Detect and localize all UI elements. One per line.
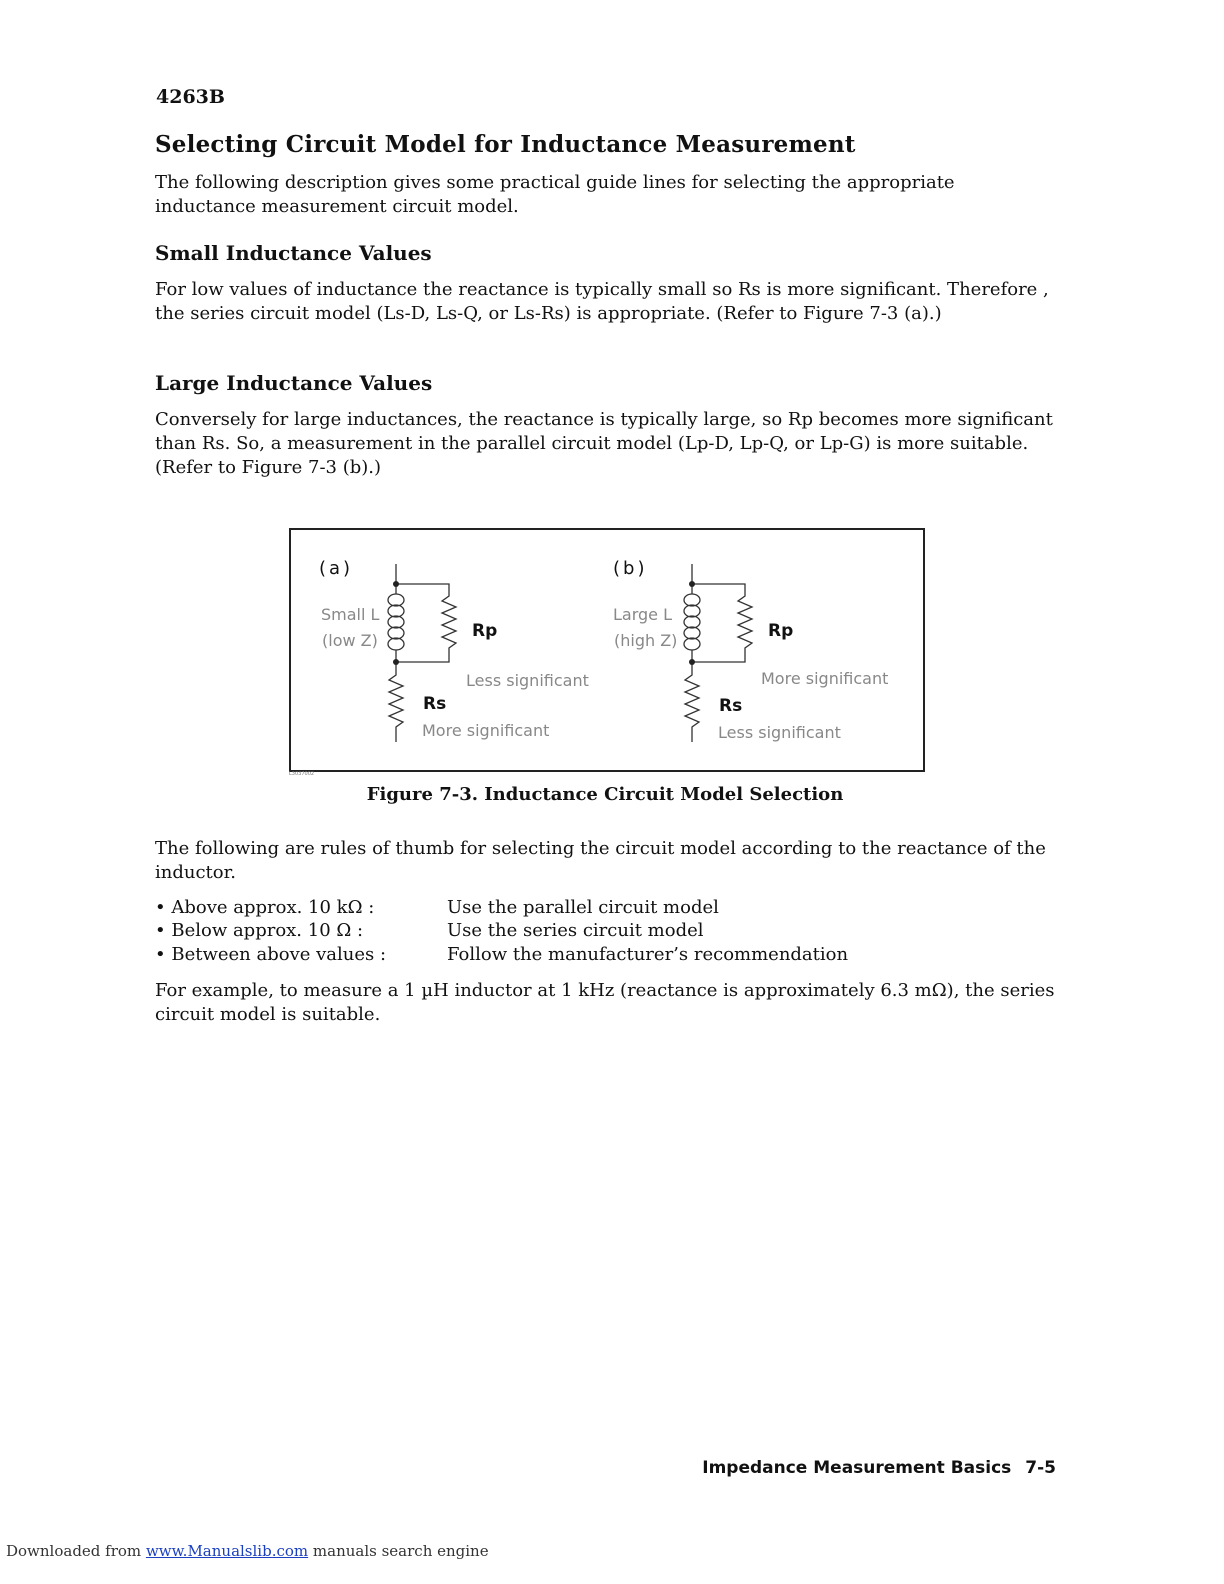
large-inductance-paragraph: [155, 408, 1055, 480]
b-rs-note: Less significant: [718, 723, 841, 742]
download-note: [6, 1542, 489, 1560]
intro-paragraph: [155, 171, 1055, 219]
a-rs-note: More significant: [422, 721, 550, 740]
page-footer: [702, 1458, 1056, 1478]
section-title: Selecting Circuit Model for Inductance Measurement: [155, 131, 856, 158]
rule-action: Use the parallel circuit model: [447, 897, 719, 918]
b-inductor-loop: [684, 627, 700, 639]
small-inductance-text: For low values of inductance the reactance is typically small so Rs is more significant. Therefore , the series circuit model (Ls-D, Ls-Q, or Ls-Rs) is appropriate. (Refer to Figure 7-3 (a).): [155, 279, 1049, 324]
a-rs-label: Rs: [423, 694, 447, 714]
manualslib-link[interactable]: www.Manualslib.com: [145, 1542, 309, 1560]
a-node-bottom: [393, 659, 399, 665]
b-inductor-loop: [684, 605, 700, 617]
b-rs-label: Rs: [719, 696, 743, 716]
b-node-top: [689, 581, 695, 587]
download-suffix: manuals search engine: [312, 1542, 489, 1560]
b-rs-resistor-symbol: [685, 662, 699, 742]
b-node-bottom: [689, 659, 695, 665]
a-rp-label: Rp: [472, 621, 498, 641]
b-rp-label: Rp: [768, 621, 794, 641]
rule-action: Follow the manufacturer’s recommendation: [447, 944, 849, 965]
a-inductor-loop: [388, 605, 404, 617]
figure-id-label: L3037002: [289, 771, 315, 777]
a-inductor-label-1: Small L: [321, 605, 380, 624]
small-inductance-heading: Small Inductance Values: [155, 241, 432, 265]
b-inductor-label-1: Large L: [613, 605, 673, 624]
a-inductor-loop: [388, 616, 404, 628]
figure-caption: Figure 7-3. Inductance Circuit Model Selection: [366, 784, 844, 805]
download-prefix: Downloaded from: [6, 1542, 142, 1560]
a-rp-note: Less significant: [466, 671, 589, 690]
a-label: (a): [319, 558, 354, 579]
b-inductor-loop: [684, 638, 700, 650]
rule-action: Use the series circuit model: [447, 920, 704, 941]
small-inductance-paragraph: [155, 278, 1055, 326]
figure-7-3: [289, 528, 925, 772]
example-paragraph: [155, 979, 1055, 1027]
a-inductor-loop: [388, 594, 404, 606]
example-text: For example, to measure a 1 µH inductor at 1 kHz (reactance is approximately 6.3 mΩ), the series circuit model is suitable.: [155, 980, 1055, 1025]
intro-text: The following description gives some practical guide lines for selecting the appropriate inductance measurement circuit model.: [155, 172, 955, 217]
a-inductor-loop: [388, 638, 404, 650]
circuit-diagram: [291, 530, 923, 770]
b-inductor-label-2: (high Z): [614, 631, 678, 650]
a-node-top: [393, 581, 399, 587]
b-inductor-loop: [684, 616, 700, 628]
document-model: 4263B: [156, 86, 225, 108]
b-rp-resistor-symbol: [692, 584, 752, 662]
a-rp-resistor-symbol: [396, 584, 456, 662]
footer-page-number: 7-5: [1025, 1458, 1056, 1478]
large-inductance-heading: Large Inductance Values: [155, 371, 433, 395]
rules-intro-paragraph: [155, 837, 1055, 885]
footer-section-title: Impedance Measurement Basics: [702, 1458, 1012, 1478]
rule-condition: • Between above values :: [155, 944, 387, 965]
b-rp-note: More significant: [761, 669, 889, 688]
rules-intro-text: The following are rules of thumb for selecting the circuit model according to the reactance of the inductor.: [155, 838, 1046, 883]
rule-condition: • Above approx. 10 kΩ :: [155, 897, 375, 918]
a-rs-resistor-symbol: [389, 662, 403, 742]
large-inductance-text: Conversely for large inductances, the reactance is typically large, so Rp becomes more significant than Rs. So, a measurement in the parallel circuit model (Lp-D, Lp-Q, or Lp-G) is more suitable. (Refer to Figure 7-3 (b).): [155, 409, 1053, 478]
b-inductor-loop: [684, 594, 700, 606]
a-inductor-loop: [388, 627, 404, 639]
a-inductor-label-2: (low Z): [322, 631, 378, 650]
b-label: (b): [613, 558, 648, 579]
rule-condition: • Below approx. 10 Ω :: [155, 920, 364, 941]
